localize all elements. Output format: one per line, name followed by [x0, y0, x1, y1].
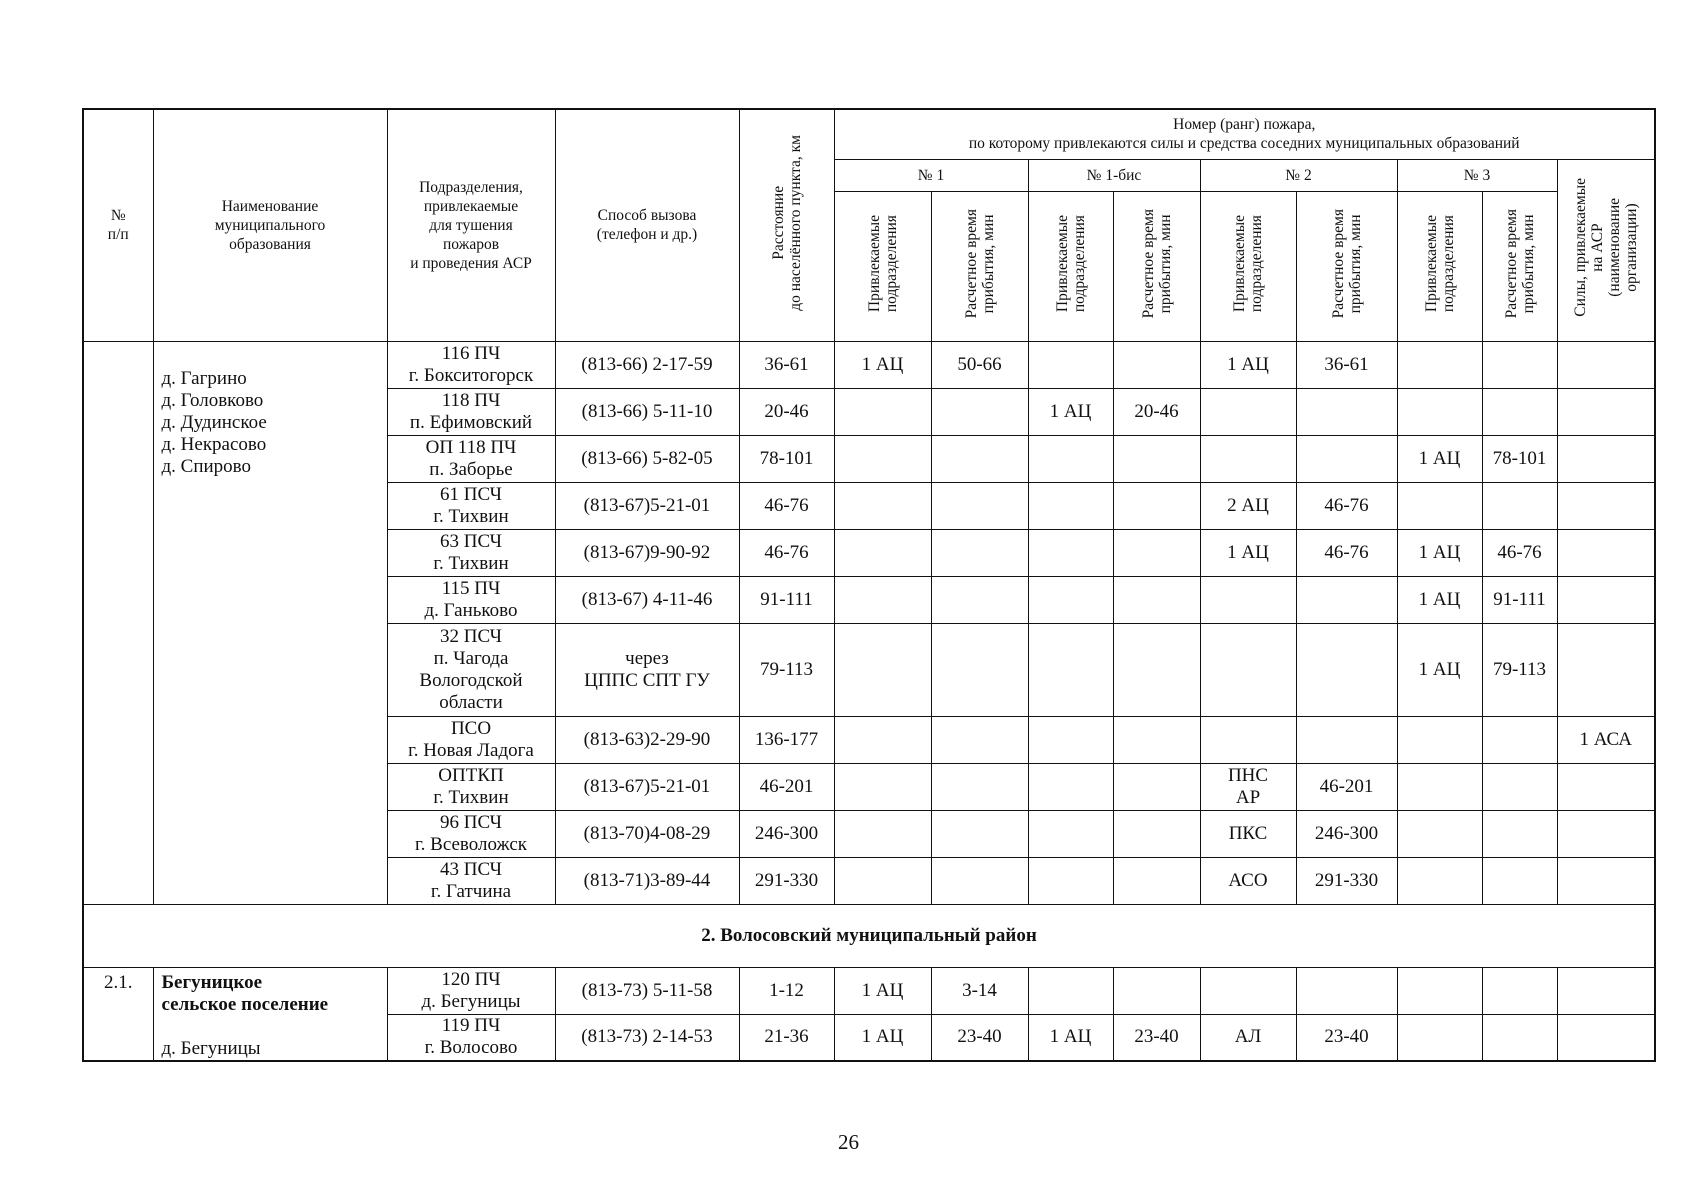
rank1-time — [931, 388, 1028, 435]
rank3-units — [1397, 482, 1482, 529]
unit-name: 32 ПСЧ п. Чагода Вологодской области — [387, 623, 555, 716]
call-method: через ЦППС СПТ ГУ — [555, 623, 739, 716]
asr-forces — [1557, 529, 1655, 576]
call-method: (813-67)5-21-01 — [555, 482, 739, 529]
rank3-units — [1397, 388, 1482, 435]
rank3-time — [1482, 482, 1557, 529]
unit-name: ОПТКП г. Тихвин — [387, 763, 555, 810]
rank1-units: 1 АЦ — [834, 341, 931, 388]
rank2-units: ПКС — [1200, 810, 1296, 857]
table-row — [83, 341, 1655, 388]
rank3-time — [1482, 716, 1557, 763]
municipality-cell — [153, 967, 387, 1061]
distance: 20-46 — [739, 388, 834, 435]
asr-forces — [1557, 1014, 1655, 1061]
rank3-units: 1 АЦ — [1397, 623, 1482, 716]
rank1-units — [834, 716, 931, 763]
header-rank-title: Номер (ранг) пожара, по которому привлекаются силы и средства соседних муниципальных образований — [834, 109, 1655, 159]
row-number: 2.1. — [83, 967, 153, 1061]
rank1-time — [931, 810, 1028, 857]
header-r2-units-cell — [1200, 191, 1296, 341]
rank3-time: 91-111 — [1482, 576, 1557, 623]
rank1bis-units — [1028, 623, 1113, 716]
asr-forces — [1557, 435, 1655, 482]
rank2-units — [1200, 623, 1296, 716]
header-r3-time-cell — [1482, 191, 1557, 341]
distance: 46-201 — [739, 763, 834, 810]
asr-forces: 1 АСА — [1557, 716, 1655, 763]
header-r1-units: Привлекаемые подразделения — [865, 214, 900, 313]
page-number: 26 — [838, 1130, 859, 1154]
asr-forces — [1557, 810, 1655, 857]
header-rank1bis: № 1-бис — [1028, 159, 1200, 191]
rank1bis-time — [1113, 623, 1200, 716]
rank1bis-time — [1113, 576, 1200, 623]
header-r1-time: Расчетное время прибытия, мин — [962, 208, 997, 319]
header-asr-cell — [1557, 159, 1655, 341]
rank1bis-time — [1113, 716, 1200, 763]
rank2-time: 46-76 — [1296, 482, 1397, 529]
rank1-units: 1 АЦ — [834, 1014, 931, 1061]
call-method: (813-71)3-89-44 — [555, 857, 739, 904]
rank2-units: 1 АЦ — [1200, 529, 1296, 576]
rank1bis-units — [1028, 529, 1113, 576]
municipality-name: Бегуницкое сельское поселение — [161, 971, 329, 1015]
distance: 136-177 — [739, 716, 834, 763]
rank1bis-units — [1028, 857, 1113, 904]
asr-forces — [1557, 341, 1655, 388]
call-method: (813-66) 2-17-59 — [555, 341, 739, 388]
unit-name: ОП 118 ПЧ п. Заборье — [387, 435, 555, 482]
header-r1-time-cell — [931, 191, 1028, 341]
rank1bis-units: 1 АЦ — [1028, 388, 1113, 435]
asr-forces — [1557, 623, 1655, 716]
rank3-units: 1 АЦ — [1397, 576, 1482, 623]
rank3-units: 1 АЦ — [1397, 529, 1482, 576]
header-name: Наименование муниципального образования — [153, 109, 387, 341]
fire-forces-table — [82, 108, 1656, 1062]
call-method: (813-73) 2-14-53 — [555, 1014, 739, 1061]
rank2-time: 36-61 — [1296, 341, 1397, 388]
block2-body — [83, 967, 1655, 1061]
header-distance-cell — [739, 109, 834, 341]
header-r2-time: Расчетное время прибытия, мин — [1329, 208, 1364, 319]
rank1-time: 50-66 — [931, 341, 1028, 388]
rank2-time — [1296, 576, 1397, 623]
rank2-time: 291-330 — [1296, 857, 1397, 904]
header-rank3: № 3 — [1397, 159, 1557, 191]
rank2-units: 2 АЦ — [1200, 482, 1296, 529]
call-method: (813-67)5-21-01 — [555, 763, 739, 810]
distance: 291-330 — [739, 857, 834, 904]
rank2-units — [1200, 388, 1296, 435]
rank1bis-time — [1113, 482, 1200, 529]
rank1-units — [834, 529, 931, 576]
rank1bis-time: 23-40 — [1113, 1014, 1200, 1061]
asr-forces — [1557, 388, 1655, 435]
distance: 78-101 — [739, 435, 834, 482]
rank1-units — [834, 623, 931, 716]
rank1-time — [931, 576, 1028, 623]
rank3-time: 46-76 — [1482, 529, 1557, 576]
header-call: Способ вызова (телефон и др.) — [555, 109, 739, 341]
rank1bis-time — [1113, 857, 1200, 904]
asr-forces — [1557, 857, 1655, 904]
distance: 246-300 — [739, 810, 834, 857]
rank3-time: 79-113 — [1482, 623, 1557, 716]
rank3-time: 78-101 — [1482, 435, 1557, 482]
unit-name: 43 ПСЧ г. Гатчина — [387, 857, 555, 904]
rank3-time — [1482, 810, 1557, 857]
rank1bis-time — [1113, 810, 1200, 857]
rank2-time: 246-300 — [1296, 810, 1397, 857]
unit-name: 96 ПСЧ г. Всеволожск — [387, 810, 555, 857]
distance: 46-76 — [739, 529, 834, 576]
rank1-units — [834, 388, 931, 435]
rank2-units: ПНС АР — [1200, 763, 1296, 810]
rank2-time: 46-201 — [1296, 763, 1397, 810]
rank1bis-units — [1028, 763, 1113, 810]
header-num: № п/п — [83, 109, 153, 341]
rank3-units — [1397, 763, 1482, 810]
rank1-time: 23-40 — [931, 1014, 1028, 1061]
asr-forces — [1557, 967, 1655, 1014]
asr-forces — [1557, 763, 1655, 810]
settlement-list: д. Гагрино д. Головково д. Дудинское д. Некрасово д. Спирово — [153, 341, 387, 904]
rank2-units: АСО — [1200, 857, 1296, 904]
call-method: (813-66) 5-82-05 — [555, 435, 739, 482]
rank1-time — [931, 623, 1028, 716]
header-r3-units: Привлекаемые подразделения — [1422, 214, 1457, 313]
unit-name: 120 ПЧ д. Бегуницы — [387, 967, 555, 1014]
rank1-time — [931, 435, 1028, 482]
rank1-units — [834, 857, 931, 904]
rank1-units — [834, 482, 931, 529]
rank2-time — [1296, 716, 1397, 763]
header-r1bis-time-cell — [1113, 191, 1200, 341]
rank2-units: 1 АЦ — [1200, 341, 1296, 388]
rank3-time — [1482, 388, 1557, 435]
unit-name: ПСО г. Новая Ладога — [387, 716, 555, 763]
rank2-time — [1296, 967, 1397, 1014]
unit-name: 61 ПСЧ г. Тихвин — [387, 482, 555, 529]
rank3-time — [1482, 967, 1557, 1014]
header-r2-units: Привлекаемые подразделения — [1231, 214, 1265, 313]
block1-body — [83, 341, 1655, 904]
header-asr: Силы, привлекаемые на АСР (наименование организации) — [1571, 178, 1640, 317]
rank3-units — [1397, 341, 1482, 388]
rank1-time: 3-14 — [931, 967, 1028, 1014]
call-method: (813-70)4-08-29 — [555, 810, 739, 857]
asr-forces — [1557, 576, 1655, 623]
rank3-time — [1482, 341, 1557, 388]
settlement-name: д. Бегуницы — [161, 1037, 261, 1059]
header-r3-time: Расчетное время прибытия, мин — [1502, 208, 1537, 319]
rank1bis-time: 20-46 — [1113, 388, 1200, 435]
rank1bis-time — [1113, 435, 1200, 482]
header-r1bis-units: Привлекаемые подразделения — [1053, 214, 1088, 313]
rank1bis-units — [1028, 435, 1113, 482]
rank1-units — [834, 576, 931, 623]
rank1bis-time — [1113, 763, 1200, 810]
distance: 46-76 — [739, 482, 834, 529]
rank3-units: 1 АЦ — [1397, 435, 1482, 482]
distance: 91-111 — [739, 576, 834, 623]
rank2-time — [1296, 623, 1397, 716]
rank1bis-time — [1113, 341, 1200, 388]
rank1bis-units — [1028, 810, 1113, 857]
asr-forces — [1557, 482, 1655, 529]
table-row — [83, 967, 1655, 1014]
header-rank2: № 2 — [1200, 159, 1397, 191]
rank1bis-units — [1028, 341, 1113, 388]
call-method: (813-73) 5-11-58 — [555, 967, 739, 1014]
rank1-time — [931, 716, 1028, 763]
rank1-time — [931, 857, 1028, 904]
rank2-units — [1200, 576, 1296, 623]
rank1-units — [834, 763, 931, 810]
rank1bis-time — [1113, 529, 1200, 576]
rank3-units — [1397, 1014, 1482, 1061]
rank1-time — [931, 529, 1028, 576]
rank3-units — [1397, 716, 1482, 763]
header-r2-time-cell — [1296, 191, 1397, 341]
rank2-time: 46-76 — [1296, 529, 1397, 576]
distance: 36-61 — [739, 341, 834, 388]
rank1bis-time — [1113, 967, 1200, 1014]
rank2-units — [1200, 716, 1296, 763]
rank3-units — [1397, 810, 1482, 857]
rank3-time — [1482, 857, 1557, 904]
header-r1bis-time: Расчетное время прибытия, мин — [1139, 208, 1174, 319]
rank1-time — [931, 482, 1028, 529]
rank1-time — [931, 763, 1028, 810]
rank3-time — [1482, 1014, 1557, 1061]
header-r3-units-cell — [1397, 191, 1482, 341]
rank1bis-units — [1028, 967, 1113, 1014]
rank2-time: 23-40 — [1296, 1014, 1397, 1061]
header-units: Подразделения, привлекаемые для тушения пожаров и проведения АСР — [387, 109, 555, 341]
rank1-units: 1 АЦ — [834, 967, 931, 1014]
header-r1bis-units-cell — [1028, 191, 1113, 341]
unit-name: 63 ПСЧ г. Тихвин — [387, 529, 555, 576]
rank2-time — [1296, 388, 1397, 435]
rank3-units — [1397, 857, 1482, 904]
rank1bis-units — [1028, 716, 1113, 763]
unit-name: 115 ПЧ д. Ганьково — [387, 576, 555, 623]
distance: 21-36 — [739, 1014, 834, 1061]
call-method: (813-67) 4-11-46 — [555, 576, 739, 623]
header-rank1: № 1 — [834, 159, 1028, 191]
rank1-units — [834, 435, 931, 482]
call-method: (813-66) 5-11-10 — [555, 388, 739, 435]
call-method: (813-63)2-29-90 — [555, 716, 739, 763]
unit-name: 119 ПЧ г. Волосово — [387, 1014, 555, 1061]
rank2-units: АЛ — [1200, 1014, 1296, 1061]
header-distance: Расстояние до населённого пункта, км — [769, 134, 804, 311]
rank2-units — [1200, 435, 1296, 482]
rank1bis-units — [1028, 576, 1113, 623]
rank3-time — [1482, 763, 1557, 810]
call-method: (813-67)9-90-92 — [555, 529, 739, 576]
rank1bis-units: 1 АЦ — [1028, 1014, 1113, 1061]
distance: 1-12 — [739, 967, 834, 1014]
unit-name: 116 ПЧ г. Бокситогорск — [387, 341, 555, 388]
unit-name: 118 ПЧ п. Ефимовский — [387, 388, 555, 435]
header-r1-units-cell — [834, 191, 931, 341]
rank2-units — [1200, 967, 1296, 1014]
rank1-units — [834, 810, 931, 857]
rank3-units — [1397, 967, 1482, 1014]
rank2-time — [1296, 435, 1397, 482]
row-number — [83, 341, 153, 904]
section-title: 2. Волосовский муниципальный район — [83, 904, 1655, 967]
distance: 79-113 — [739, 623, 834, 716]
rank1bis-units — [1028, 482, 1113, 529]
